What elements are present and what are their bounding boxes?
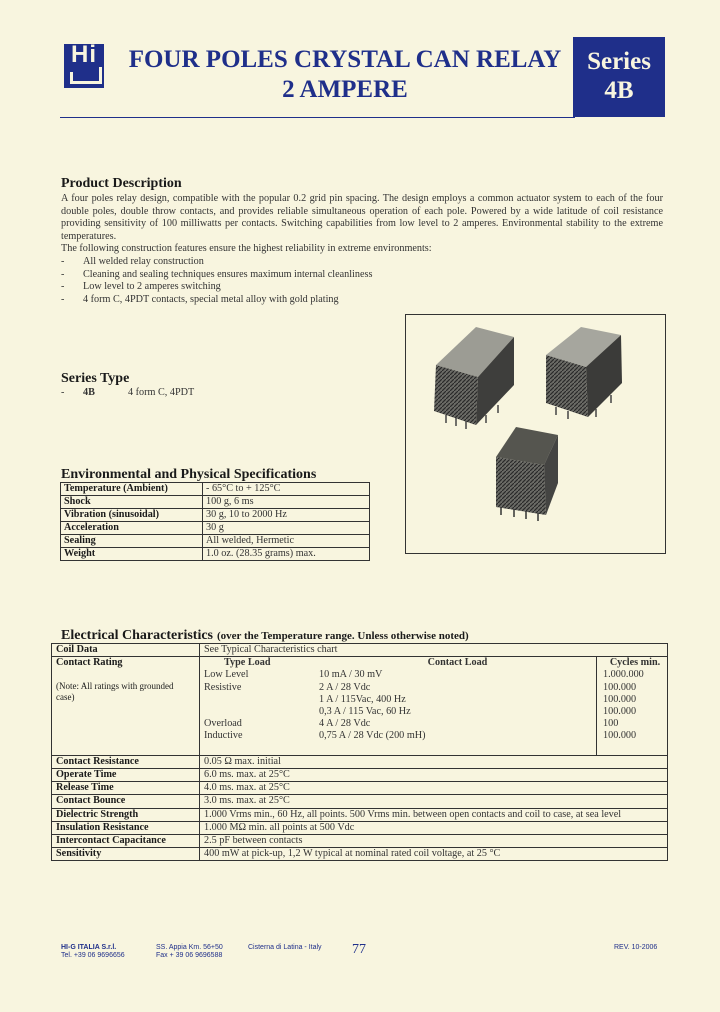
table-row: Operate Time 6.0 ms. max. at 25°C xyxy=(52,769,668,782)
series-type-row xyxy=(61,387,194,398)
relay-left xyxy=(434,327,514,429)
list-item: - Low level to 2 amperes switching xyxy=(61,281,221,293)
table-row: Low Level 10 mA / 30 mV 1.000.000 xyxy=(200,669,667,681)
series-type-description: 4 form C, 4PDT xyxy=(128,387,195,398)
logo-text: Hi xyxy=(71,41,97,68)
table-row: Intercontact Capacitance 2.5 pF between contacts xyxy=(52,835,668,848)
feature-list xyxy=(61,256,372,306)
series-type-dash: - xyxy=(61,387,65,398)
page-title: FOUR POLES CRYSTAL CAN RELAY xyxy=(128,46,562,73)
footer-city: Cisterna di Latina - Italy xyxy=(248,944,322,951)
series-type-heading: Series Type xyxy=(61,371,130,386)
product-description-text xyxy=(61,193,663,256)
list-item: - Cleaning and sealing techniques ensures maximum internal cleanliness xyxy=(61,268,373,280)
logo-g-mark xyxy=(70,72,102,84)
relay-right xyxy=(546,327,622,419)
contact-rating-label: Contact Rating xyxy=(56,657,123,669)
table-row: Sealing All welded, Hermetic xyxy=(61,535,370,548)
page-subtitle: 2 AMPERE xyxy=(282,76,408,103)
relay-bottom xyxy=(496,427,558,521)
contact-rating-note: (Note: All ratings with grounded case) xyxy=(56,681,174,703)
electrical-subheading: (over the Temperature range. Unless otherwise noted) xyxy=(217,630,469,642)
series-badge xyxy=(573,37,665,117)
table-row: Resistive 2 A / 28 Vdc 100.000 xyxy=(200,682,667,694)
table-row: Sensitivity 400 mW at pick-up, 1,2 W typical at nominal rated coil voltage, at 25 °C xyxy=(52,848,668,861)
page-number: 77 xyxy=(352,942,366,957)
table-row: Dielectric Strength 1.000 Vrms min., 60 Hz, all points. 500 Vrms min. between open contacts and coil to case, at sea level xyxy=(52,808,668,821)
contact-rating-table xyxy=(200,657,667,755)
environmental-heading: Environmental and Physical Specifications xyxy=(61,467,317,482)
table-row: Contact Bounce 3.0 ms. max. at 25°C xyxy=(52,795,668,808)
table-row: 0,3 A / 115 Vac, 60 Hz 100.000 xyxy=(200,706,667,718)
footer-company: HI-G ITALIA S.r.l. Tel. +39 06 9696656 xyxy=(61,944,125,959)
header-divider xyxy=(60,117,575,118)
description-intro: The following construction features ensure the highest reliability in extreme environments: xyxy=(61,243,432,255)
environmental-table xyxy=(60,482,370,561)
series-code: 4B xyxy=(604,77,634,104)
table-row: Contact Resistance 0.05 Ω max. initial xyxy=(52,755,668,768)
table-row: Type Load Contact Load Cycles min. xyxy=(200,657,667,669)
hig-logo xyxy=(64,41,104,88)
table-row: Shock 100 g, 6 ms xyxy=(61,496,370,509)
electrical-heading: Electrical Characteristics (over the Temperature range. Unless otherwise noted) xyxy=(61,628,469,643)
list-item: - 4 form C, 4PDT contacts, special metal alloy with gold plating xyxy=(61,293,339,305)
table-row: 1 A / 115Vac, 400 Hz 100.000 xyxy=(200,694,667,706)
relay-product-photo xyxy=(405,314,666,554)
table-row: Acceleration 30 g xyxy=(61,522,370,535)
table-row: Insulation Resistance 1.000 MΩ min. all points at 500 Vdc xyxy=(52,821,668,834)
table-row xyxy=(52,657,668,756)
table-row: Weight 1.0 oz. (28.35 grams) max. xyxy=(61,548,370,561)
series-label: Series xyxy=(587,48,651,75)
footer-revision: REV. 10-2006 xyxy=(614,944,658,951)
table-row: Inductive 0,75 A / 28 Vdc (200 mH) 100.000 xyxy=(200,730,667,742)
product-description-heading: Product Description xyxy=(61,176,182,191)
footer-address: SS. Appia Km. 56+50 Fax + 39 06 9696588 xyxy=(156,944,223,959)
table-row: Temperature (Ambient) - 65°C to + 125°C xyxy=(61,483,370,496)
table-row: Coil Data See Typical Characteristics chart xyxy=(52,644,668,657)
table-row: Release Time 4.0 ms. max. at 25°C xyxy=(52,782,668,795)
electrical-table xyxy=(51,643,668,861)
table-row: Vibration (sinusoidal) 30 g, 10 to 2000 Hz xyxy=(61,509,370,522)
relay-illustration xyxy=(406,315,665,553)
series-type-code: 4B xyxy=(83,387,95,398)
table-row: Overload 4 A / 28 Vdc 100 xyxy=(200,718,667,730)
description-paragraph: A four poles relay design, compatible with the popular 0.2 grid pin spacing. The design employs a common actuator system to each of the four double poles, double throw contacts, and provides reliable simultaneous operation of each pole. Powered by a wide latitude of coil resistance providing sensitivity of 100 milliwatts per contacts. Switching capabilities from low level to 2 amperes. Environmental stability to the extreme temperatures. xyxy=(61,193,663,242)
list-item: - All welded relay construction xyxy=(61,256,204,267)
